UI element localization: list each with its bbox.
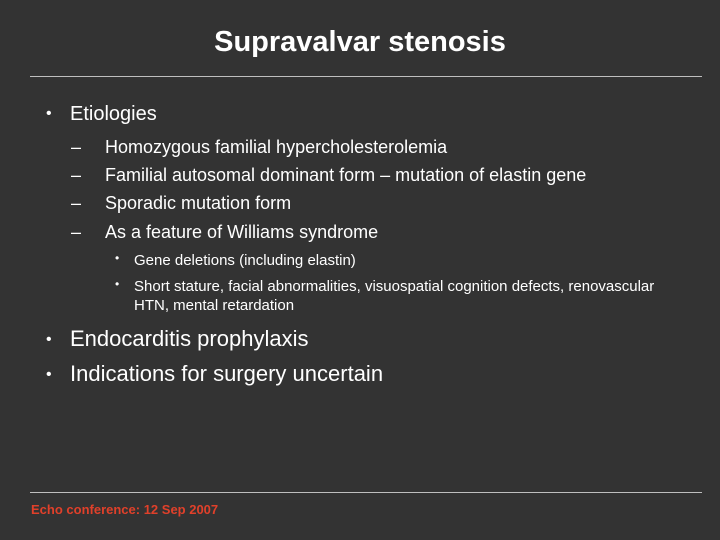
sub-sub-bullet-1 xyxy=(115,251,675,270)
bullet-endocarditis xyxy=(46,326,308,352)
footer-text: Echo conference: 12 Sep 2007 xyxy=(31,502,219,517)
sub-bullet-2 xyxy=(71,165,586,186)
bullet-etiologies xyxy=(46,103,157,126)
footer-divider xyxy=(30,492,702,493)
title-divider xyxy=(30,76,702,77)
sub-bullet-text: As a feature of Williams syndrome xyxy=(105,222,379,242)
bullet-marker: • xyxy=(115,277,120,291)
bullet-marker: • xyxy=(115,251,120,265)
bullet-text: Indications for surgery uncertain xyxy=(70,361,384,386)
sub-bullet-4 xyxy=(71,222,378,243)
bullet-marker: • xyxy=(46,331,52,348)
sub-sub-bullet-text: Gene deletions (including elastin) xyxy=(134,252,356,269)
sub-bullet-text: Homozygous familial hypercholesterolemia xyxy=(105,137,448,157)
sub-sub-bullet-text: Short stature, facial abnormalities, visuospatial cognition defects, renovascular HTN, mental retardation xyxy=(134,278,655,314)
sub-bullet-text: Sporadic mutation form xyxy=(105,193,292,213)
dash-marker: – xyxy=(71,137,82,157)
dash-marker: – xyxy=(71,222,82,242)
sub-bullet-1 xyxy=(71,137,447,158)
bullet-text: Etiologies xyxy=(70,103,157,125)
dash-marker: – xyxy=(71,193,82,213)
bullet-marker: • xyxy=(46,366,52,383)
bullet-surgery xyxy=(46,361,383,387)
sub-bullet-3 xyxy=(71,193,291,214)
slide-title: Supravalvar stenosis xyxy=(214,26,506,58)
sub-sub-bullet-2 xyxy=(115,277,675,315)
bullet-marker: • xyxy=(46,105,52,122)
sub-bullet-text: Familial autosomal dominant form – mutation of elastin gene xyxy=(105,165,587,185)
bullet-text: Endocarditis prophylaxis xyxy=(70,326,309,351)
dash-marker: – xyxy=(71,165,82,185)
